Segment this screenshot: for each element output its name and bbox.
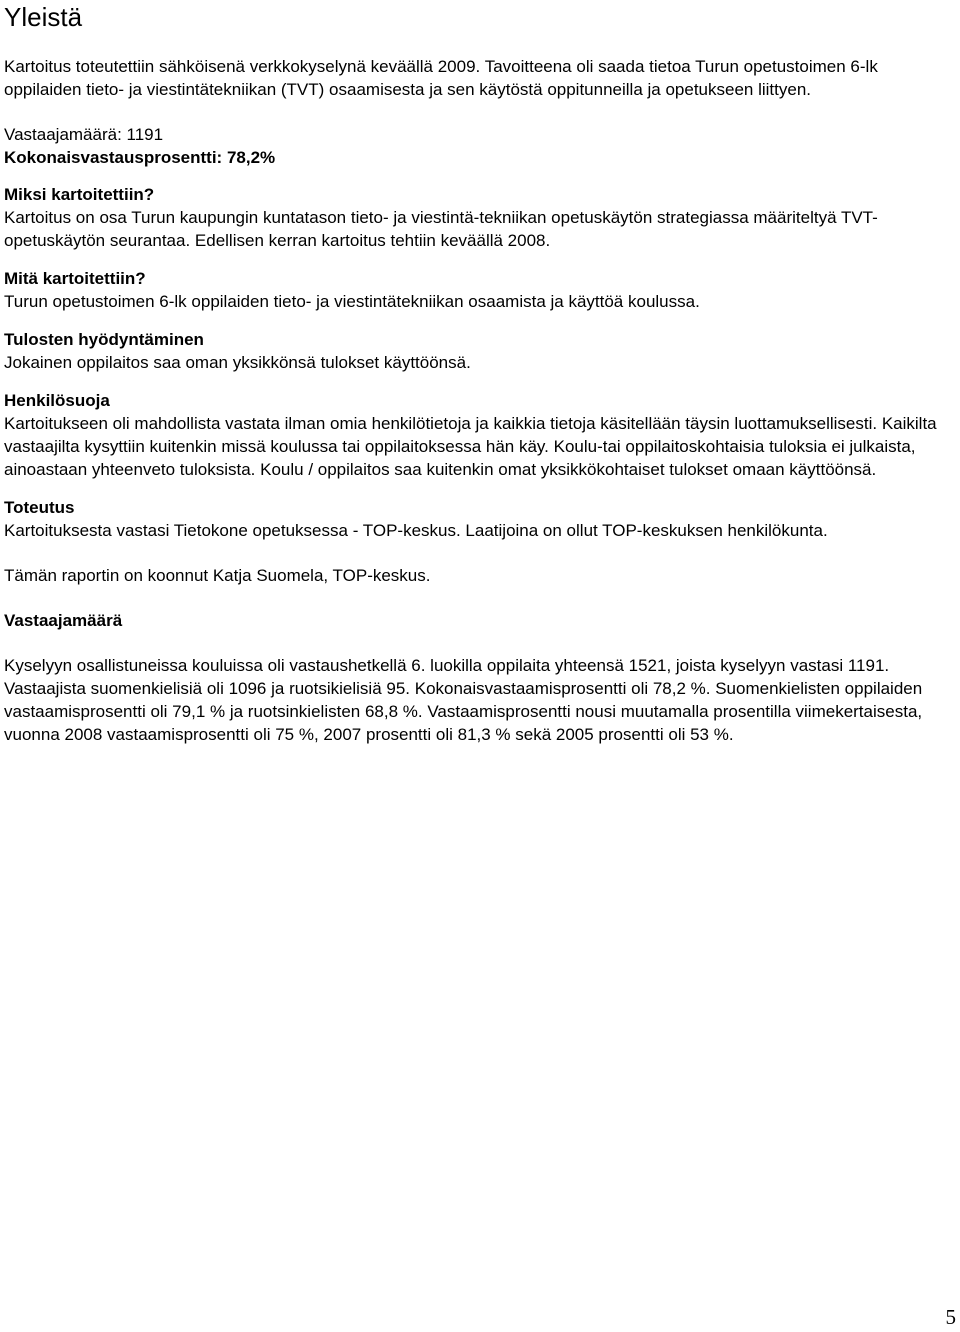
total-response-rate: Kokonaisvastausprosentti: 78,2% <box>4 148 276 167</box>
respondents-heading-section <box>4 609 954 632</box>
implementation-paragraph: Kartoituksesta vastasi Tietokone opetuksessa - TOP-keskus. Laatijoina on ollut TOP-keskuksen henkilökunta. <box>4 521 828 540</box>
why-heading: Miksi kartoitettiin? <box>4 185 155 204</box>
implementation-section <box>4 496 954 542</box>
respondents-heading: Vastaajamäärä <box>4 611 123 630</box>
respondents-paragraph: Kyselyyn osallistuneissa kouluissa oli vastaushetkellä 6. luokilla oppilaita yhteensä 1521, joista kyselyyn vastasi 1191. Vastaajista suomenkielisiä oli 1096 ja ruotsikielisiä 95. Kokonaisvastaamisprosentti oli 78,2 %. Suomenkielisten oppilaiden vastaamisprosentti oli 79,1 % ja ruotsinkielisten 68,8 %. Vastaamisprosentti nousi muutamalla prosentilla viimekertaisesta, vuonna 2008 vastaamisprosentti oli 75 %, 2007 prosentti oli 81,3 % sekä 2005 prosentti oli 53 %. <box>4 656 923 744</box>
what-section <box>4 267 954 313</box>
page-number: 5 <box>945 1305 956 1329</box>
respondents-body-section <box>4 654 954 746</box>
what-heading: Mitä kartoitettiin? <box>4 269 146 288</box>
intro-paragraph: Kartoitus toteutettiin sähköisenä verkkokyselynä keväällä 2009. Tavoitteena oli saada tietoa Turun opetustoimen 6-lk oppilaiden tieto- ja viestintätekniikan (TVT) osaamisesta ja sen käytöstä oppitunneilla ja opetukseen liittyen. <box>4 57 878 99</box>
results-usage-section <box>4 328 954 374</box>
implementation-heading: Toteutus <box>4 498 75 517</box>
why-paragraph: Kartoitus on osa Turun kaupungin kuntatason tieto- ja viestintä-tekniikan opetuskäytön strategiassa määriteltyä TVT-opetuskäytön seurantaa. Edellisen kerran kartoitus tehtiin keväällä 2008. <box>4 208 878 250</box>
intro-section <box>4 55 954 101</box>
privacy-heading: Henkilösuoja <box>4 391 110 410</box>
summary-section <box>4 123 954 169</box>
author-line: Tämän raportin on koonnut Katja Suomela, TOP-keskus. <box>4 566 431 585</box>
why-section <box>4 183 954 252</box>
privacy-paragraph: Kartoitukseen oli mahdollista vastata ilman omia henkilötietoja ja kaikkia tietoja käsitellään täysin luottamuksellisesti. Kaikilta vastaajilta kysyttiin kuitenkin missä koulussa tai oppilaitoksessa hän käy. Koulu-tai oppilaitoskohtaisia tuloksia ei julkaista, ainoastaan yhteenveto tuloksista. Koulu / oppilaitos saa kuitenkin omat yksikkökohtaiset tulokset omaan käyttöönsä. <box>4 414 937 479</box>
respondent-count: Vastaajamäärä: 1191 <box>4 125 164 144</box>
results-usage-heading: Tulosten hyödyntäminen <box>4 330 204 349</box>
document-page <box>4 0 954 746</box>
page-title: Yleistä <box>4 2 83 32</box>
privacy-section <box>4 389 954 481</box>
what-paragraph: Turun opetustoimen 6-lk oppilaiden tieto- ja viestintätekniikan osaamista ja käyttöä koulussa. <box>4 292 700 311</box>
results-usage-paragraph: Jokainen oppilaitos saa oman yksikkönsä tulokset käyttöönsä. <box>4 353 471 372</box>
author-section <box>4 564 954 587</box>
